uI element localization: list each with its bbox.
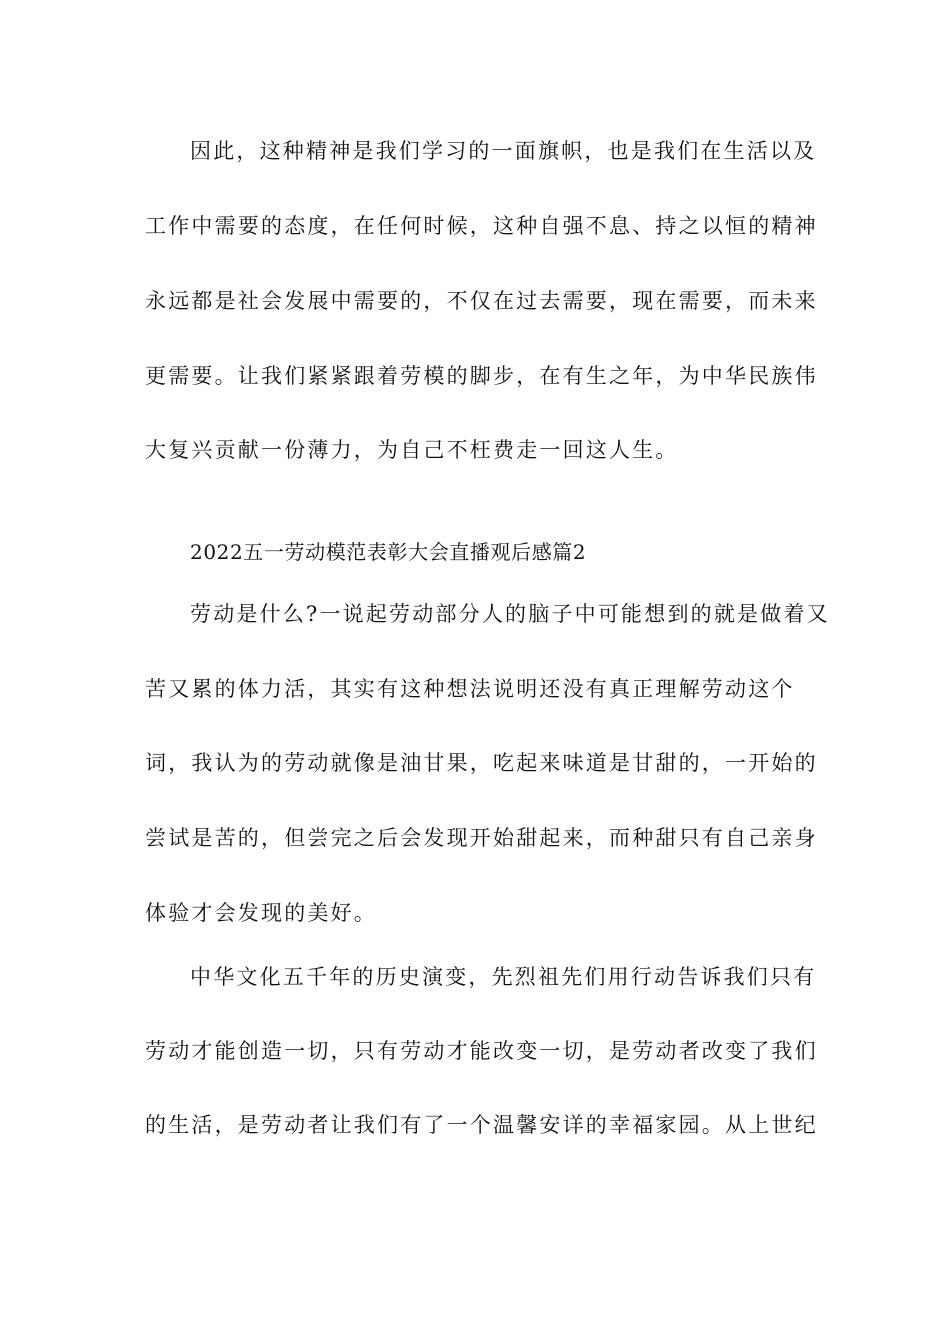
paragraph-1-line-3: 永远都是社会发展中需要的，不仅在过去需要，现在需要，而未来: [145, 289, 818, 313]
paragraph-2-line-1: 劳动是什么?一说起劳动部分人的脑子中可能想到的就是做着又: [190, 602, 830, 626]
paragraph-2-line-2: 苦又累的体力活，其实有这种想法说明还没有真正理解劳动这个: [145, 677, 795, 701]
paragraph-2-line-5: 体验才会发现的美好。: [145, 901, 377, 925]
paragraph-2-line-4: 尝试是苦的，但尝完之后会发现开始甜起来，而种甜只有自己亲身: [145, 826, 818, 850]
paragraph-1-line-1: 因此，这种精神是我们学习的一面旗帜，也是我们在生活以及: [190, 139, 817, 163]
paragraph-2-line-3: 词，我认为的劳动就像是油甘果，吃起来味道是甘甜的，一开始的: [145, 751, 818, 775]
paragraph-1-line-5: 大复兴贡献一份薄力，为自己不枉费走一回这人生。: [145, 438, 679, 462]
paragraph-1-line-2: 工作中需要的态度，在任何时候，这种自强不息、持之以恒的精神: [145, 214, 818, 238]
paragraph-3-line-1: 中华文化五千年的历史演变，先烈祖先们用行动告诉我们只有: [190, 965, 817, 989]
paragraph-3-line-2: 劳动才能创造一切，只有劳动才能改变一切，是劳动者改变了我们: [145, 1039, 818, 1063]
paragraph-3-line-3: 的生活，是劳动者让我们有了一个温馨安详的幸福家园。从上世纪: [145, 1113, 818, 1137]
paragraph-1-line-4: 更需要。让我们紧紧跟着劳模的脚步，在有生之年，为中华民族伟: [145, 364, 818, 388]
section-heading: 2022五一劳动模范表彰大会直播观后感篇2: [190, 540, 587, 564]
